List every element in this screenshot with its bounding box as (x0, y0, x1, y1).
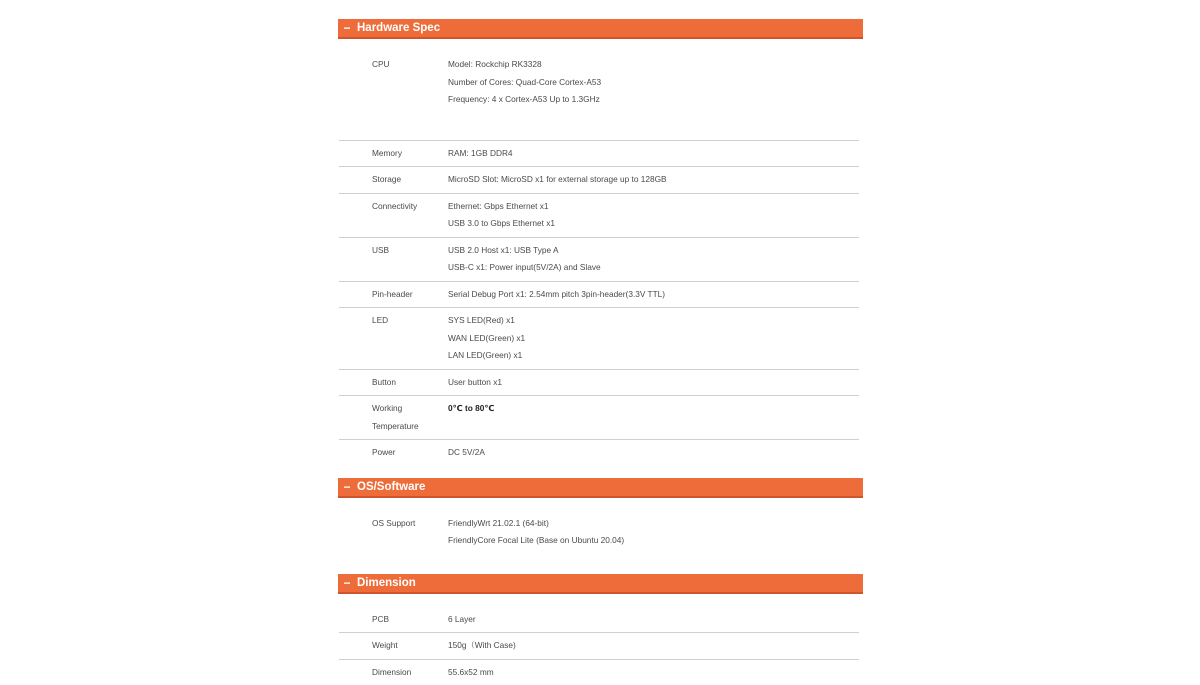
row-value: Model: Rockchip RK3328 (448, 56, 859, 74)
table-row (339, 659, 859, 685)
row-value: Frequency: 4 x Cortex-A53 Up to 1.3GHz (448, 91, 859, 109)
row-label: Connectivity (372, 194, 448, 220)
table-row (339, 140, 859, 167)
table-row (339, 607, 859, 633)
row-label: Memory (372, 141, 448, 167)
row-label: Pin-header (372, 282, 448, 308)
row-value: USB-C x1: Power input(5V/2A) and Slave (448, 259, 859, 277)
section-header-hardware-spec[interactable] (338, 19, 863, 39)
row-value: MicroSD Slot: MicroSD x1 for external storage up to 128GB (448, 167, 859, 193)
row-label: PCB (372, 607, 448, 633)
table-row (339, 237, 859, 281)
row-value: Number of Cores: Quad-Core Cortex-A53 (448, 74, 859, 92)
section-title: OS/Software (357, 478, 425, 496)
row-value: 55.6x52 mm (448, 660, 859, 685)
table-row (339, 52, 859, 140)
row-label: LED (372, 308, 448, 334)
section-title: Dimension (357, 574, 416, 592)
row-value: User button x1 (448, 370, 859, 396)
row-value: Serial Debug Port x1: 2.54mm pitch 3pin-header(3.3V TTL) (448, 282, 859, 308)
table-row (339, 440, 859, 470)
spec-table (339, 607, 859, 685)
table-row (339, 396, 859, 440)
table-row (339, 308, 859, 370)
row-value: 0℃ to 80℃ (448, 396, 859, 422)
table-row (339, 511, 859, 574)
row-label: USB (372, 238, 448, 264)
row-value: 150g（With Case) (448, 633, 859, 659)
row-value: RAM: 1GB DDR4 (448, 141, 859, 167)
table-row (339, 281, 859, 308)
spec-sheet (338, 19, 863, 685)
row-label: Button (372, 370, 448, 396)
table-row (339, 369, 859, 396)
table-row (339, 193, 859, 237)
section-os-software (338, 478, 863, 574)
collapse-icon[interactable]: − (342, 574, 352, 592)
row-label: Power (372, 440, 448, 466)
row-label: Dimension (372, 660, 448, 685)
row-label: Storage (372, 167, 448, 193)
spec-table (339, 511, 859, 574)
row-value: WAN LED(Green) x1 (448, 330, 859, 348)
row-value: USB 3.0 to Gbps Ethernet x1 (448, 215, 859, 233)
row-value: Ethernet: Gbps Ethernet x1 (448, 198, 859, 216)
collapse-icon[interactable]: − (342, 478, 352, 496)
row-value: FriendlyWrt 21.02.1 (64-bit) (448, 515, 859, 533)
row-value: DC 5V/2A (448, 440, 859, 466)
section-title: Hardware Spec (357, 19, 440, 37)
row-label: Working Temperature (372, 396, 432, 439)
row-value: 6 Layer (448, 607, 859, 633)
spec-table (339, 52, 859, 470)
row-label: OS Support (372, 511, 448, 537)
row-label: Weight (372, 633, 448, 659)
row-value: SYS LED(Red) x1 (448, 312, 859, 330)
section-dimension (338, 574, 863, 685)
table-row (339, 633, 859, 660)
row-label: CPU (372, 52, 448, 78)
table-row (339, 167, 859, 194)
row-value: FriendlyCore Focal Lite (Base on Ubuntu 20.04) (448, 532, 859, 550)
section-hardware-spec (338, 19, 863, 470)
row-value: USB 2.0 Host x1: USB Type A (448, 242, 859, 260)
section-header-os-software[interactable] (338, 478, 863, 498)
section-header-dimension[interactable] (338, 574, 863, 594)
collapse-icon[interactable]: − (342, 19, 352, 37)
row-value: LAN LED(Green) x1 (448, 347, 859, 365)
